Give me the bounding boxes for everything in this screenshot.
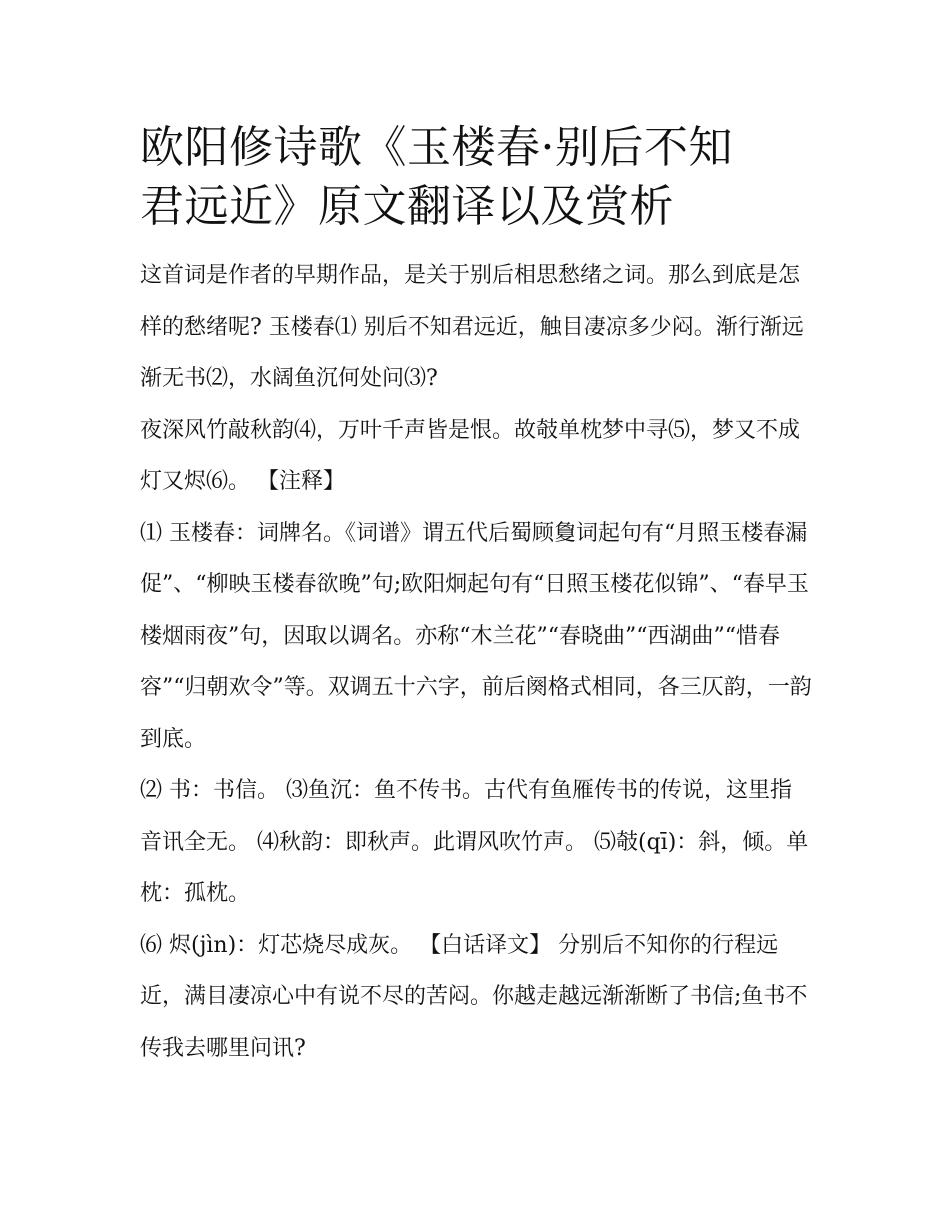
paragraph-notes-2-5: ⑵ 书：书信。 ⑶鱼沉：鱼不传书。古代有鱼雁传书的传说，这里指音讯全无。 ⑷秋韵：即秋声。此谓风吹竹声。 ⑸攲(qī)：斜，倾。单枕：孤枕。 [140, 778, 809, 906]
paragraph-poem-second-half: 夜深风竹敲秋韵⑷，万叶千声皆是恨。故攲单枕梦中寻⑸，梦又不成灯又烬⑹。 【注释】 [140, 417, 801, 494]
document-page [140, 118, 812, 1074]
title-line-2: 君远近》原文翻译以及赏析 [140, 181, 674, 232]
document-title [140, 118, 812, 236]
paragraph-note-1: ⑴ 玉楼春：词牌名。《词谱》谓五代后蜀顾敻词起句有“月照玉楼春漏促”、“柳映玉楼春欲晚”句;欧阳炯起句有“日照玉楼花似锦”、“春早玉楼烟雨夜”句，因取以调名。亦称“木兰花”“春晓曲”“西湖曲”“惜春容”“归朝欢令”等。双调五十六字，前后阕格式相同，各三仄韵，一韵到底。 [140, 520, 812, 752]
paragraph-intro: 这首词是作者的早期作品，是关于别后相思愁绪之词。那么到底是怎样的愁绪呢? 玉楼春⑴ 别后不知君远近，触目凄凉多少闷。渐行渐远渐无书⑵，水阔鱼沉何处问⑶? [140, 263, 804, 391]
paragraph-note-6-translation: ⑹ 烬(jìn)：灯芯烧尽成灰。 【白话译文】 分别后不知你的行程远近，满目凄凉心中有说不尽的苦闷。你越走越远渐渐断了书信;鱼书不传我去哪里问讯? [140, 932, 808, 1061]
title-line-1: 欧阳修诗歌《玉楼春·别后不知 [140, 122, 733, 173]
